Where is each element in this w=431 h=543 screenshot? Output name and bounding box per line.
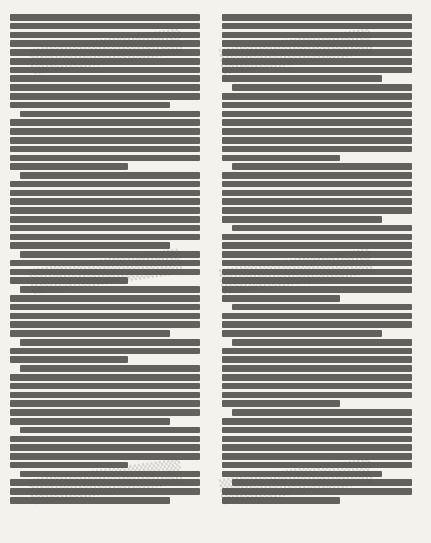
left-column	[10, 14, 200, 524]
right-column-lines	[222, 14, 412, 504]
right-column	[222, 14, 412, 524]
left-column-lines	[10, 14, 200, 504]
